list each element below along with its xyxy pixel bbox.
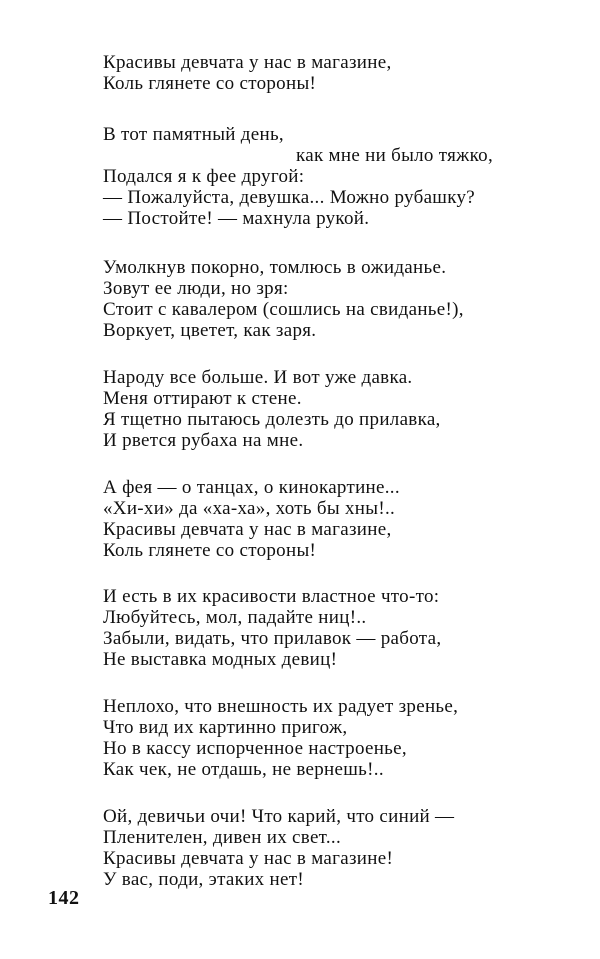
poem-line: А фея — о танцах, о кинокартине...: [103, 477, 400, 498]
poem-line: Красивы девчата у нас в магазине,: [103, 519, 392, 540]
poem-line: И рвется рубаха на мне.: [103, 430, 304, 451]
poem-line: У вас, поди, этаких нет!: [103, 869, 304, 890]
stanza-1: [103, 52, 573, 94]
poem-line: Забыли, видать, что прилавок — работа,: [103, 628, 442, 649]
poem-line: Любуйтесь, мол, падайте ниц!..: [103, 607, 367, 628]
poem-line: Ой, девичьи очи! Что карий, что синий —: [103, 806, 455, 827]
poem-line: Зовут ее люди, но зря:: [103, 278, 289, 299]
poem-line: Меня оттирают к стене.: [103, 388, 302, 409]
stanza-6: [103, 586, 573, 670]
poem-line: — Пожалуйста, девушка... Можно рубашку?: [103, 187, 476, 208]
poem-line: В тот памятный день,: [103, 124, 284, 145]
poem-line: И есть в их красивости властное что-то:: [103, 586, 440, 607]
poem-line: Но в кассу испорченное настроенье,: [103, 738, 407, 759]
poem-line: Пленителен, дивен их свет...: [103, 827, 342, 848]
poem-line: как мне ни было тяжко,: [296, 145, 494, 166]
page-number: 142: [48, 887, 80, 909]
stanza-8: [103, 806, 573, 890]
stanza-2: [103, 124, 573, 229]
stanza-7: [103, 696, 573, 780]
poem-line: Не выставка модных девиц!: [103, 649, 338, 670]
poem-line: Народу все больше. И вот уже давка.: [103, 367, 413, 388]
poem-line: — Постойте! — махнула рукой.: [103, 208, 370, 229]
stanza-4: [103, 367, 573, 451]
poem-line: Как чек, не отдашь, не вернешь!..: [103, 759, 384, 780]
poem-line: Красивы девчата у нас в магазине,: [103, 52, 392, 73]
poem-line: Воркует, цветет, как заря.: [103, 320, 317, 341]
poem-line: «Хи-хи» да «ха-ха», хоть бы хны!..: [103, 498, 396, 519]
poem-line: Что вид их картинно пригож,: [103, 717, 348, 738]
poem-line: Стоит с кавалером (сошлись на свиданье!),: [103, 299, 464, 320]
poem-line: Коль глянете со стороны!: [103, 540, 317, 561]
stanza-3: [103, 257, 573, 341]
poem-line: Неплохо, что внешность их радует зренье,: [103, 696, 459, 717]
stanza-5: [103, 477, 573, 561]
poem-line: Я тщетно пытаюсь долезть до прилавка,: [103, 409, 441, 430]
poem-line: Коль глянете со стороны!: [103, 73, 317, 94]
poem-line: Подался я к фее другой:: [103, 166, 305, 187]
poem-line: Умолкнув покорно, томлюсь в ожиданье.: [103, 257, 447, 278]
poem-line: Красивы девчата у нас в магазине!: [103, 848, 394, 869]
